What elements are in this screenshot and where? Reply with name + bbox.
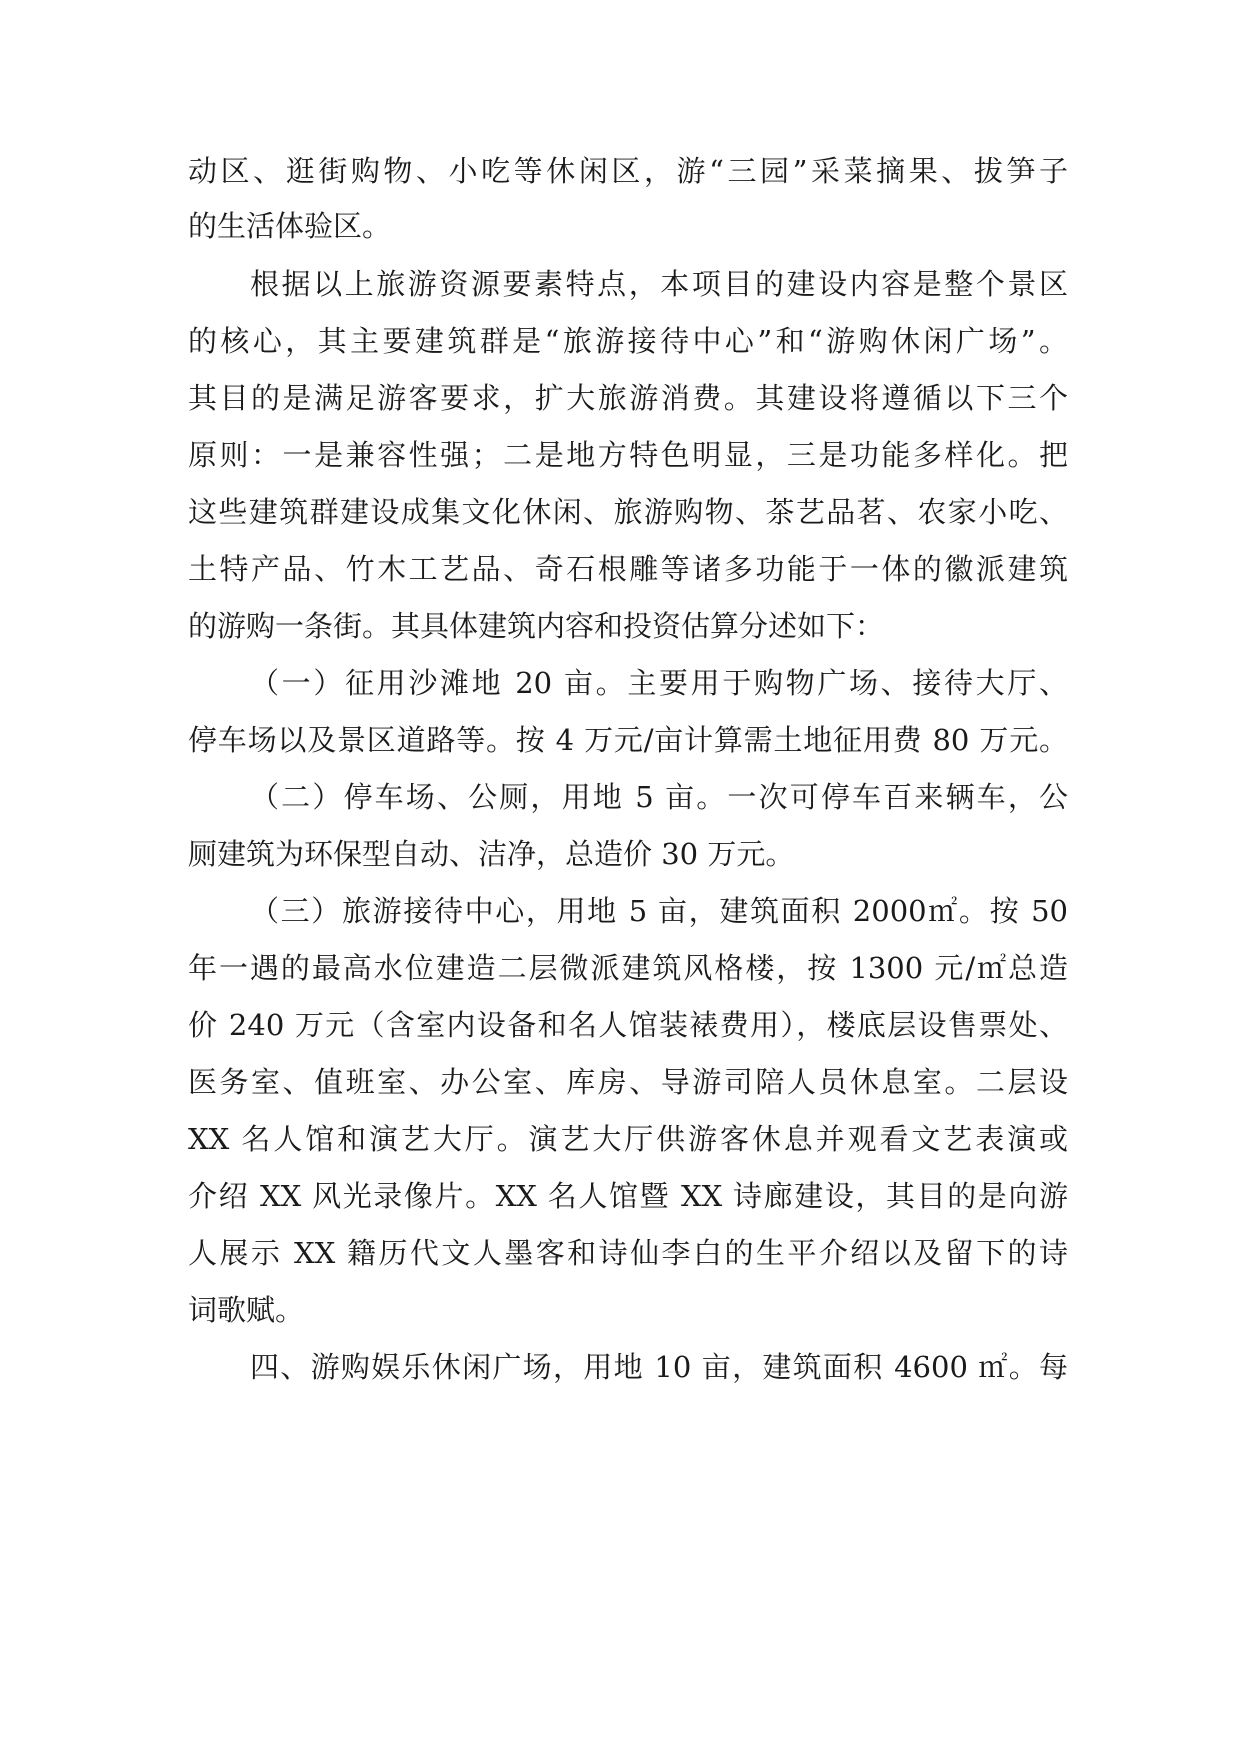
text-line: 四、游购娱乐休闲广场，用地 10 亩，建筑面积 4600 ㎡。每 bbox=[250, 1350, 1068, 1384]
text-line: （三）旅游接待中心，用地 5 亩，建筑面积 2000㎡。按 50 bbox=[250, 894, 1068, 928]
text-line: （一）征用沙滩地 20 亩。主要用于购物广场、接待大厅、 bbox=[250, 666, 1068, 700]
text-line: 根据以上旅游资源要素特点，本项目的建设内容是整个景区 bbox=[250, 267, 1068, 301]
text-line: 停车场以及景区道路等。按 4 万元/亩计算需土地征用费 80 万元。 bbox=[188, 723, 1068, 757]
text-line: 土特产品、竹木工艺品、奇石根雕等诸多功能于一体的徽派建筑 bbox=[188, 552, 1068, 586]
text-line: 原则：一是兼容性强；二是地方特色明显，三是功能多样化。把 bbox=[188, 438, 1068, 472]
text-line: 其目的是满足游客要求，扩大旅游消费。其建设将遵循以下三个 bbox=[188, 381, 1068, 415]
text-line: 介绍 XX 风光录像片。XX 名人馆暨 XX 诗廊建设，其目的是向游 bbox=[188, 1179, 1068, 1213]
text-line: 词歌赋。 bbox=[188, 1293, 305, 1327]
text-line: 厕建筑为环保型自动、洁净，总造价 30 万元。 bbox=[188, 837, 795, 871]
text-line: 价 240 万元（含室内设备和名人馆装裱费用），楼底层设售票处、 bbox=[188, 1008, 1068, 1042]
text-line: 这些建筑群建设成集文化休闲、旅游购物、茶艺品茗、农家小吃、 bbox=[188, 495, 1068, 529]
text-line: 的游购一条街。其具体建筑内容和投资估算分述如下： bbox=[188, 609, 885, 643]
text-line: 人展示 XX 籍历代文人墨客和诗仙李白的生平介绍以及留下的诗 bbox=[188, 1236, 1068, 1270]
text-line: 的核心，其主要建筑群是“旅游接待中心”和“游购休闲广场”。 bbox=[188, 324, 1068, 358]
text-line: 动区、逛街购物、小吃等休闲区，游“三园”采菜摘果、拔笋子 bbox=[188, 154, 1068, 188]
text-line: 医务室、值班室、办公室、库房、导游司陪人员休息室。二层设 bbox=[188, 1065, 1068, 1099]
text-line: （二）停车场、公厕，用地 5 亩。一次可停车百来辆车，公 bbox=[250, 780, 1068, 814]
text-line: 年一遇的最高水位建造二层微派建筑风格楼，按 1300 元/㎡总造 bbox=[188, 951, 1068, 985]
text-line: 的生活体验区。 bbox=[188, 209, 392, 243]
text-line: XX 名人馆和演艺大厅。演艺大厅供游客休息并观看文艺表演或 bbox=[188, 1122, 1068, 1156]
